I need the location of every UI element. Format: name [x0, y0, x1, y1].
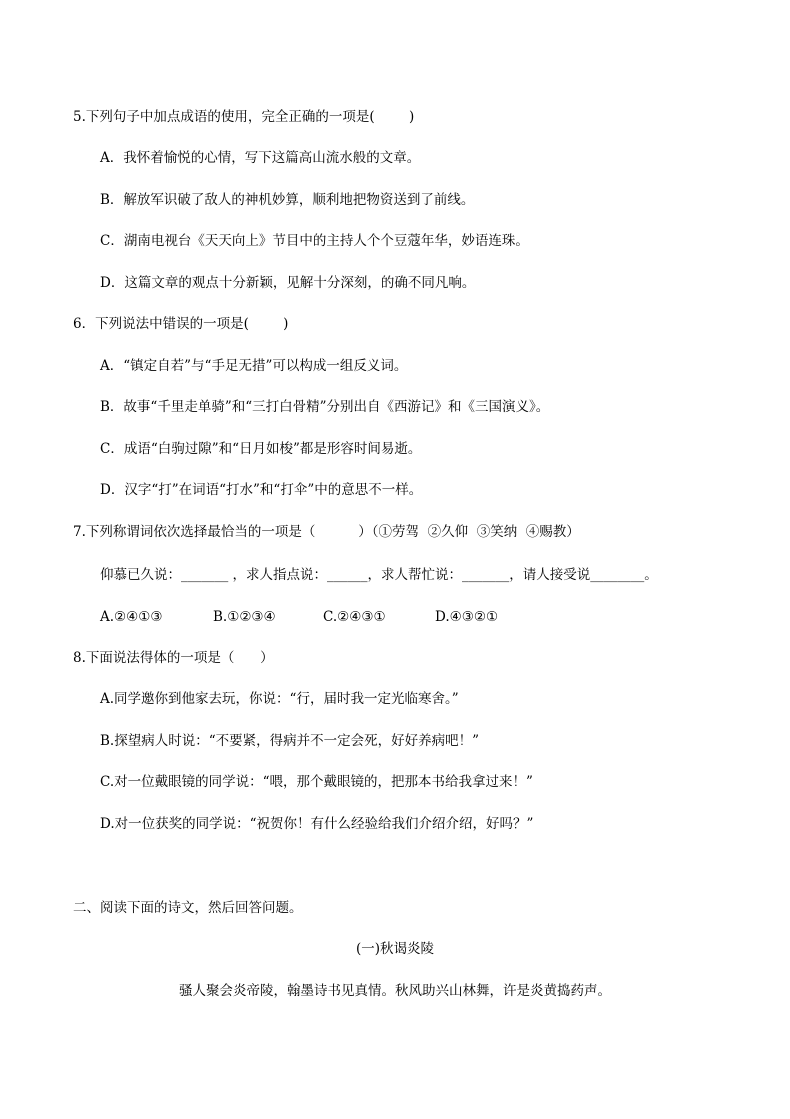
question-8-option-d: D.对一位获奖的同学说：“祝贺你！有什么经验给我们介绍介绍，好吗？”	[100, 816, 534, 832]
question-5-option-c: C．湖南电视台《天天向上》节目中的主持人个个豆蔻年华，妙语连珠。	[100, 233, 529, 249]
question-7-option-d: D.④③②①	[435, 609, 499, 625]
question-7-option-a: A.②④①③	[100, 609, 163, 625]
question-6-option-c: C．成语“白驹过隙”和“日月如梭”都是形容时间易逝。	[100, 441, 422, 457]
poem-title: (一)秋谒炎陵	[355, 941, 435, 957]
question-7-stem: 7.下列称谓词依次选择最恰当的一项是（ ）（①劳驾 ②久仰 ③笑纳 ④赐教）	[73, 524, 580, 540]
question-6-stem: 6．下列说法中错误的一项是( )	[73, 316, 289, 332]
poem-line: 骚人聚会炎帝陵，翰墨诗书见真情。秋风助兴山林舞，许是炎黄捣药声。	[179, 983, 611, 999]
question-8-option-c: C.对一位戴眼镜的同学说：“喂，那个戴眼镜的，把那本书给我拿过来！”	[100, 774, 533, 790]
question-6-option-b: B．故事“千里走单骑”和“三打白骨精”分别出自《西游记》和《三国演义》。	[100, 399, 550, 415]
question-6-option-a: A．“镇定自若”与“手足无措”可以构成一组反义词。	[100, 358, 408, 374]
question-5-option-b: B．解放军识破了敌人的神机妙算，顺利地把物资送到了前线。	[100, 192, 475, 208]
question-8-option-a: A.同学邀你到他家去玩，你说：“行，届时我一定光临寒舍。”	[100, 691, 459, 707]
question-7-option-c: C.②④③①	[323, 609, 386, 625]
question-7-blank-line: 仰慕已久说：_______ ，求人指点说：______，求人帮忙说：_______，请人接受说________。	[100, 567, 658, 583]
question-8-stem: 8.下面说法得体的一项是（ ）	[73, 650, 274, 666]
question-5-option-d: D．这篇文章的观点十分新颖，见解十分深刻，的确不同凡响。	[100, 275, 476, 291]
question-5-option-a: A．我怀着愉悦的心情，写下这篇高山流水般的文章。	[100, 150, 421, 166]
section-2-heading: 二、阅读下面的诗文，然后回答问题。	[73, 900, 303, 916]
question-6-option-d: D．汉字“打”在词语“打水”和“打伞”中的意思不一样。	[100, 482, 423, 498]
question-8-option-b: B.探望病人时说：“不要紧，得病并不一定会死，好好养病吧！”	[100, 733, 480, 749]
question-5-stem: 5.下列句子中加点成语的使用，完全正确的一项是( )	[73, 109, 415, 125]
question-7-option-b: B.①②③④	[213, 609, 276, 625]
